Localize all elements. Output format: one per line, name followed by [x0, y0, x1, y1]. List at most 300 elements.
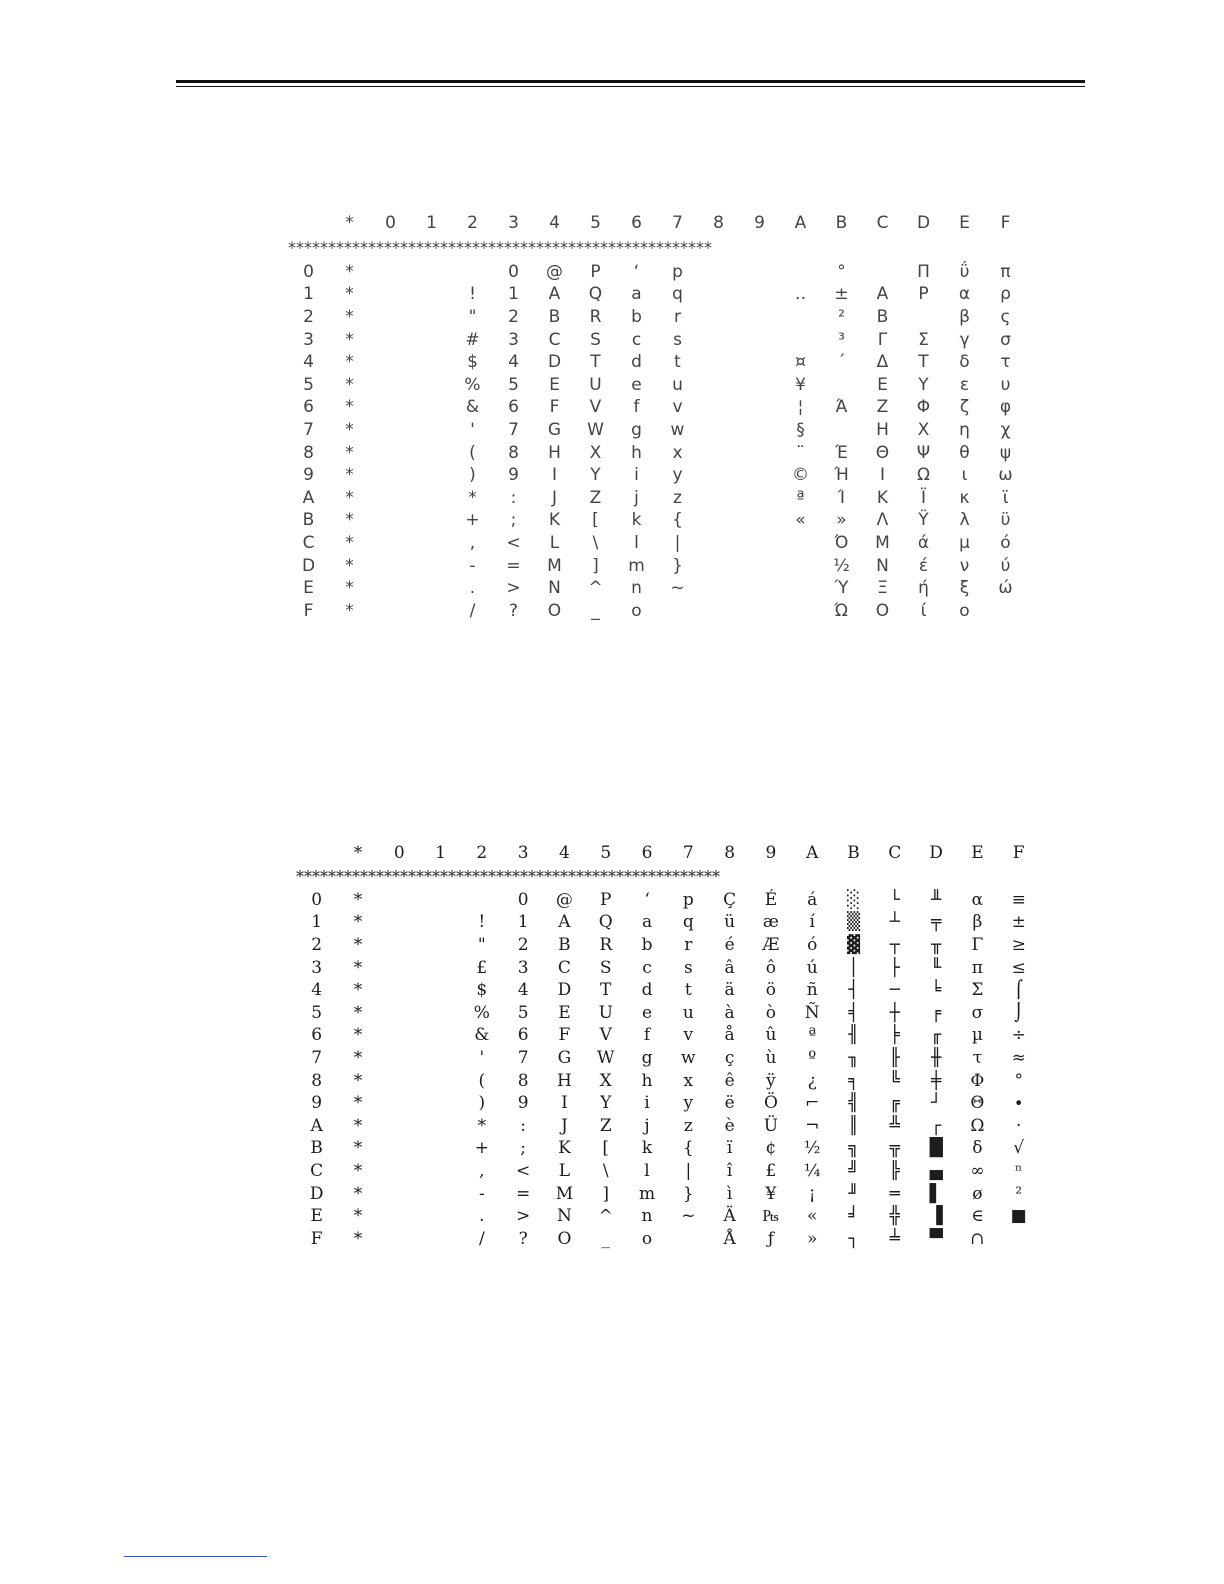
character-cell: h [641, 1070, 653, 1091]
character-cell: υ [1000, 374, 1011, 395]
character-cell: ╧ [889, 1228, 900, 1249]
character-cell: ä [724, 980, 735, 1001]
character-cell: ╪ [930, 1070, 942, 1091]
footer-link-underline [124, 1556, 267, 1557]
character-cell [379, 911, 420, 934]
character-cell [420, 911, 461, 934]
table-row [288, 328, 1026, 351]
character-cell: ╝ [848, 1161, 859, 1182]
character-cell [780, 554, 821, 577]
character-cell: ╫ [930, 1048, 942, 1069]
row-asterisk: * [345, 329, 354, 350]
character-cell: l [634, 533, 639, 554]
character-cell: ω [998, 465, 1013, 486]
character-cell: , [469, 533, 476, 554]
character-cell: ô [765, 957, 777, 978]
character-cell: $ [476, 980, 488, 1001]
character-code-table-greek [288, 212, 1026, 622]
table-row [296, 1069, 1039, 1092]
character-cell: n [631, 578, 642, 599]
column-header: 5 [600, 843, 612, 864]
character-cell: # [465, 329, 480, 350]
character-cell: θ [959, 442, 970, 463]
character-cell: R [589, 307, 602, 328]
character-cell [862, 261, 903, 284]
character-cell: , [479, 1161, 485, 1182]
character-cell: Λ [876, 510, 889, 531]
row-header: D [309, 1183, 324, 1204]
character-cell: Ο [875, 600, 890, 621]
character-cell: P [600, 889, 612, 910]
character-cell: ? [518, 1228, 528, 1249]
character-cell [739, 464, 780, 487]
row-asterisk: * [353, 912, 363, 933]
character-cell: L [558, 1161, 571, 1182]
row-asterisk: * [353, 1228, 363, 1249]
character-cell: R [599, 935, 613, 956]
row-asterisk: * [353, 980, 363, 1001]
character-cell: β [959, 307, 970, 328]
character-cell: ╣ [848, 1093, 859, 1114]
character-cell: µ [971, 1025, 983, 1046]
character-cell: γ [959, 329, 970, 350]
character-cell: Δ [876, 352, 889, 373]
character-cell: b [641, 935, 653, 956]
character-cell [370, 374, 411, 397]
character-cell: ª [808, 1025, 817, 1046]
character-cell: x [683, 1070, 694, 1091]
character-cell: H [557, 1070, 572, 1091]
character-cell [420, 1024, 461, 1047]
character-cell: Ι [879, 465, 885, 486]
character-cell: + [474, 1138, 489, 1159]
character-cell: Ö [763, 1093, 778, 1114]
character-cell: E [549, 374, 560, 395]
character-cell [698, 328, 739, 351]
character-cell: Ç [723, 889, 737, 910]
character-cell: è [724, 1115, 735, 1136]
character-cell: ! [478, 912, 486, 933]
character-cell [420, 1115, 461, 1138]
character-cell: ∞ [970, 1161, 985, 1182]
character-cell: ▄ [929, 1161, 943, 1182]
asterisk-separator: ***************************************************** [296, 867, 720, 887]
character-cell [998, 1228, 1039, 1251]
character-cell: } [682, 1183, 694, 1204]
row-asterisk: * [345, 420, 354, 441]
character-cell: p [682, 889, 694, 910]
column-header: 8 [713, 213, 724, 234]
character-cell: ╚ [889, 1070, 900, 1091]
character-cell [420, 889, 461, 912]
character-cell [411, 554, 452, 577]
character-cell: ┬ [889, 935, 900, 956]
character-cell: Μ [875, 533, 890, 554]
character-cell: " [477, 935, 486, 956]
character-cell: { [682, 1138, 694, 1159]
character-cell [420, 1137, 461, 1160]
character-cell: ┼ [889, 1002, 900, 1023]
character-cell: é [724, 935, 735, 956]
character-cell: ² [838, 307, 845, 328]
header-rule-thick [176, 80, 1085, 83]
row-asterisk: * [353, 1002, 363, 1023]
character-cell: o [631, 600, 642, 621]
character-cell: α [958, 284, 971, 305]
table-row [288, 261, 1026, 284]
character-cell: 3 [508, 329, 519, 350]
character-cell [379, 1137, 420, 1160]
character-cell: ■ [1010, 1206, 1027, 1227]
character-cell [739, 283, 780, 306]
character-cell: Κ [876, 487, 889, 508]
character-cell: Φ [916, 397, 931, 418]
character-cell [370, 441, 411, 464]
table-header-row [288, 212, 1026, 235]
character-cell [739, 351, 780, 374]
character-cell: Σ [918, 329, 929, 350]
character-cell: ~ [681, 1206, 696, 1227]
row-asterisk: * [353, 1025, 363, 1046]
character-cell [411, 351, 452, 374]
character-cell: º [808, 1048, 817, 1069]
character-cell [379, 979, 420, 1002]
character-cell: v [683, 1025, 694, 1046]
character-cell: ] [602, 1183, 610, 1204]
character-cell: ç [724, 1048, 735, 1069]
character-cell: Ψ [916, 442, 931, 463]
character-cell [698, 283, 739, 306]
character-cell: ╒ [930, 1002, 942, 1023]
character-cell: ì [726, 1183, 733, 1204]
table-row [296, 1137, 1039, 1160]
character-cell: ▐ [929, 1206, 943, 1227]
row-header: 0 [311, 889, 323, 910]
row-asterisk: * [353, 1093, 363, 1114]
table-row [296, 1092, 1039, 1115]
character-cell: r [684, 935, 693, 956]
character-cell: ╠ [889, 1161, 900, 1182]
table-row [288, 509, 1026, 532]
row-header: 1 [303, 284, 314, 305]
character-cell [411, 577, 452, 600]
character-cell: Q [588, 284, 603, 305]
character-cell: σ [971, 1002, 984, 1023]
character-cell: Ρ [918, 284, 929, 305]
character-cell: F [549, 397, 560, 418]
character-cell: . [479, 1206, 485, 1227]
row-header: A [302, 487, 315, 508]
character-cell: ] [592, 555, 599, 576]
character-cell: ù [765, 1048, 777, 1069]
character-cell: J [551, 487, 557, 508]
row-header: F [303, 600, 314, 621]
row-asterisk: * [353, 957, 363, 978]
character-cell: g [641, 1048, 653, 1069]
character-cell: ë [724, 1093, 735, 1114]
character-cell: L [549, 533, 560, 554]
character-cell: ü [724, 912, 736, 933]
column-header: 2 [476, 843, 488, 864]
character-cell [411, 306, 452, 329]
table-row [296, 956, 1039, 979]
row-asterisk: * [345, 284, 354, 305]
character-cell: ν [959, 555, 970, 576]
character-cell: [ [602, 1138, 610, 1159]
character-cell [411, 328, 452, 351]
column-header: 1 [435, 843, 446, 864]
character-cell: C [557, 957, 571, 978]
character-cell: f [633, 397, 640, 418]
character-cell: Y [590, 465, 601, 486]
character-cell [411, 283, 452, 306]
character-cell [698, 261, 739, 284]
row-header: C [310, 1161, 324, 1182]
character-cell: + [465, 510, 480, 531]
character-cell [370, 487, 411, 510]
character-cell: Ω [917, 465, 930, 486]
column-header: 7 [682, 843, 694, 864]
character-cell: / [478, 1228, 485, 1249]
row-asterisk: * [345, 465, 354, 486]
character-cell: ^ [598, 1206, 613, 1227]
table-row [288, 464, 1026, 487]
character-cell: ξ [959, 578, 970, 599]
character-cell: ┘ [930, 1093, 942, 1114]
row-asterisk: * [345, 533, 354, 554]
character-cell [420, 934, 461, 957]
character-cell: Ü [763, 1115, 779, 1136]
column-header: E [971, 843, 984, 864]
character-cell: ─ [889, 980, 900, 1001]
character-cell: ╟ [889, 1048, 900, 1069]
character-cell: s [673, 329, 682, 350]
character-cell: Ñ [804, 1002, 820, 1023]
character-cell: ϋ [1000, 510, 1011, 531]
row-asterisk: * [353, 1183, 363, 1204]
character-cell [370, 554, 411, 577]
character-cell: Ν [876, 555, 889, 576]
character-cell: i [644, 1093, 650, 1114]
table-row [296, 1047, 1039, 1070]
character-cell [379, 1002, 420, 1025]
character-cell [739, 554, 780, 577]
character-cell: r [674, 307, 681, 328]
character-cell [379, 1115, 420, 1138]
character-cell: Γ [971, 935, 984, 956]
table-row [288, 419, 1026, 442]
row-asterisk: * [345, 374, 354, 395]
character-cell: √ [1013, 1138, 1025, 1159]
character-cell [739, 441, 780, 464]
character-cell: ε [959, 374, 970, 395]
character-cell: ? [508, 600, 519, 621]
character-cell: ½ [833, 555, 850, 576]
character-cell: w [681, 1048, 696, 1069]
character-cell: π [971, 957, 983, 978]
character-cell: ╞ [889, 1025, 900, 1046]
character-cell: ╦ [889, 1138, 900, 1159]
character-cell: ≡ [1011, 889, 1026, 910]
character-cell [698, 441, 739, 464]
character-cell: Ά [835, 397, 848, 418]
column-header: * [345, 213, 354, 234]
character-cell: Η [876, 420, 889, 441]
column-header: 5 [590, 213, 601, 234]
character-cell [411, 464, 452, 487]
character-cell: _ [591, 600, 600, 621]
character-cell: Υ [918, 374, 929, 395]
character-cell: · [1015, 1115, 1022, 1136]
character-cell [370, 328, 411, 351]
character-cell: ' [470, 420, 475, 441]
row-asterisk: * [345, 600, 354, 621]
table-row [288, 351, 1026, 374]
character-cell: § [796, 420, 805, 441]
character-code-table-pc437 [296, 842, 1039, 1250]
character-cell: p [672, 261, 683, 282]
column-header: 1 [426, 213, 437, 234]
row-header: E [310, 1206, 323, 1227]
character-cell: ρ [1000, 284, 1011, 305]
table-row [296, 934, 1039, 957]
character-cell: έ [918, 555, 929, 576]
character-cell: c [631, 329, 642, 350]
character-cell: ¬ [805, 1115, 820, 1136]
table-row [288, 554, 1026, 577]
character-cell: ΄ [837, 352, 846, 373]
character-cell [420, 1069, 461, 1092]
character-cell: ú [806, 957, 818, 978]
character-cell [370, 419, 411, 442]
character-cell: | [674, 533, 681, 554]
character-cell: ╜ [848, 1183, 859, 1204]
character-cell: { [672, 510, 683, 531]
character-cell: q [672, 284, 683, 305]
character-cell: I [561, 1093, 568, 1114]
column-header: 4 [549, 213, 560, 234]
character-cell: B [558, 935, 571, 956]
character-cell: W [587, 420, 604, 441]
character-cell [698, 306, 739, 329]
character-cell: 4 [508, 352, 519, 373]
character-cell [379, 1024, 420, 1047]
character-cell: ³ [838, 329, 845, 350]
column-header: 8 [724, 843, 736, 864]
row-header: 6 [303, 397, 314, 418]
row-header: B [302, 510, 315, 531]
character-cell: : [520, 1115, 526, 1136]
character-cell: ╥ [930, 935, 942, 956]
character-cell: │ [848, 957, 859, 978]
character-cell: f [643, 1025, 651, 1046]
character-cell: β [972, 912, 983, 933]
character-cell [370, 306, 411, 329]
character-cell: ‘ [633, 261, 640, 282]
character-cell: 9 [517, 1093, 529, 1114]
character-cell: ▓ [846, 935, 861, 956]
character-cell [411, 441, 452, 464]
column-header: 6 [641, 843, 653, 864]
character-cell: τ [1000, 352, 1011, 373]
column-header: F [1012, 843, 1025, 864]
character-cell [698, 464, 739, 487]
character-cell: ╔ [889, 1093, 900, 1114]
character-cell [379, 1228, 420, 1251]
row-header: D [301, 555, 316, 576]
character-cell: N [556, 1206, 572, 1227]
character-cell: Ϊ [920, 487, 926, 508]
character-cell: B [548, 307, 561, 328]
character-cell: ) [478, 1093, 486, 1114]
character-cell: J [561, 1115, 568, 1136]
character-cell: @ [546, 261, 563, 282]
row-asterisk: * [345, 442, 354, 463]
character-cell: < [506, 533, 521, 554]
character-cell [821, 419, 862, 442]
character-cell: à [724, 1002, 735, 1023]
character-cell: Y [600, 1093, 612, 1114]
column-header: 3 [517, 843, 529, 864]
character-cell: « [795, 510, 806, 531]
character-cell: £ [476, 957, 488, 978]
character-cell: 5 [517, 1002, 529, 1023]
character-cell [985, 600, 1026, 623]
character-cell: M [555, 1183, 574, 1204]
character-cell: N [548, 578, 561, 599]
character-cell [420, 1182, 461, 1205]
character-cell: ░ [846, 889, 861, 910]
column-header: A [794, 213, 807, 234]
row-header: 9 [311, 1093, 323, 1114]
character-cell: ² [1015, 1183, 1023, 1204]
character-cell: α [971, 889, 984, 910]
row-asterisk: * [353, 1161, 363, 1182]
column-header: A [806, 843, 819, 864]
character-cell: h [631, 442, 642, 463]
character-cell: G [557, 1048, 572, 1069]
character-cell [657, 600, 698, 623]
character-cell: ± [1011, 912, 1026, 933]
character-cell: Z [589, 487, 602, 508]
character-cell [420, 956, 461, 979]
character-cell: & [474, 1025, 490, 1046]
character-cell: ∙ [1014, 1093, 1023, 1114]
character-cell: 0 [508, 261, 519, 282]
character-cell: ¡ [808, 1183, 816, 1204]
character-cell: » [836, 510, 847, 531]
character-cell [370, 532, 411, 555]
character-cell: i [634, 465, 639, 486]
character-cell: Έ [835, 442, 848, 463]
asterisk-separator-row [288, 235, 1026, 261]
table-row [296, 1115, 1039, 1138]
character-cell [780, 577, 821, 600]
character-cell [411, 261, 452, 284]
character-cell: d [631, 352, 642, 373]
character-cell: > [516, 1206, 531, 1227]
character-cell: C [548, 329, 561, 350]
table-row [288, 532, 1026, 555]
asterisk-separator-row [296, 865, 1039, 889]
row-header: 4 [311, 980, 323, 1001]
character-cell: ∈ [971, 1206, 984, 1227]
character-cell: ø [972, 1183, 983, 1204]
character-cell: © [792, 465, 809, 486]
column-header: 4 [559, 843, 570, 864]
row-asterisk: * [345, 578, 354, 599]
character-cell: ⁿ [1015, 1161, 1023, 1182]
